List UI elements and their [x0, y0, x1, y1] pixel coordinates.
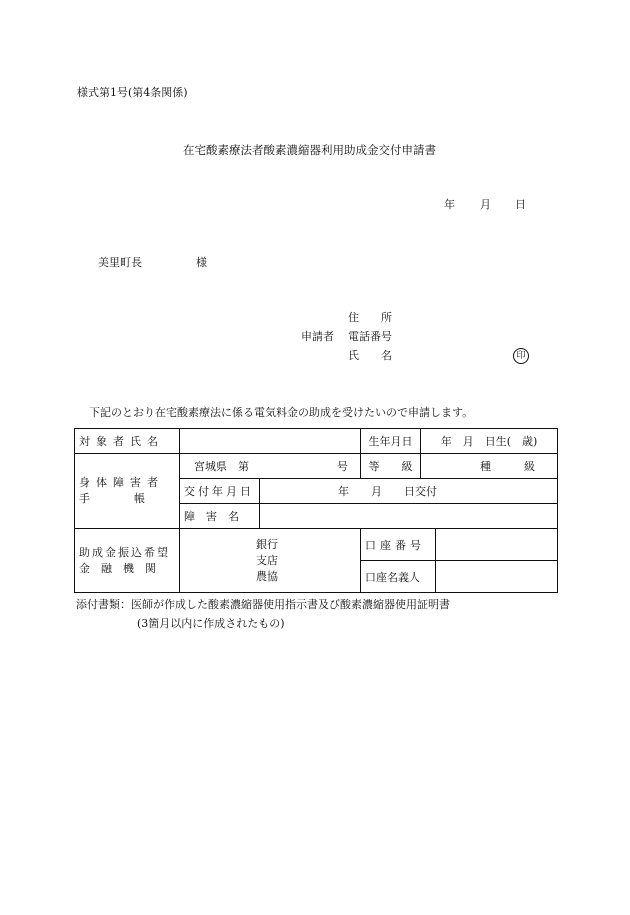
- account-number-label: 口座番号: [361, 529, 436, 561]
- bank-type-agri: 農協: [256, 569, 278, 583]
- grade-field[interactable]: [421, 454, 558, 479]
- grade-label: 等 級: [361, 454, 421, 479]
- handbook-label-line2: 手 帳: [79, 492, 145, 505]
- subject-name-label: 対象者氏名: [75, 429, 180, 454]
- account-holder-label: 口座名義人: [361, 561, 436, 593]
- handbook-label: [75, 454, 180, 529]
- address-label: 住 所: [348, 311, 392, 324]
- row-handbook-number: [75, 454, 558, 479]
- statement-text: 下記のとおり在宅酸素療法に係る電気料金の助成を受けたいので申請します。: [89, 406, 474, 419]
- handbook-label-line1: 身体障害者: [79, 476, 164, 489]
- issue-date-field[interactable]: 年 月 日交付: [260, 479, 558, 504]
- bank-type-bank: 銀行: [256, 537, 278, 551]
- applicant-label: 申請者: [301, 330, 334, 343]
- bank-label-line1: 助成金振込希望: [79, 545, 170, 559]
- bank-field[interactable]: [180, 529, 361, 593]
- document-title: 在宅酸素療法者酸素濃縮器利用助成金交付申請書: [183, 143, 436, 157]
- row-subject-name: [75, 429, 558, 454]
- seal-mark-icon: 印: [513, 348, 529, 364]
- row-account-number: [75, 529, 558, 561]
- bank-label: [75, 529, 180, 593]
- bank-type-branch: 支店: [256, 553, 278, 567]
- date-month: 月: [480, 198, 491, 211]
- date-day: 日: [515, 198, 526, 211]
- handbook-number-field[interactable]: [180, 454, 361, 479]
- name-label: 氏 名: [348, 349, 392, 362]
- addressee-name: 美里町長: [98, 256, 142, 269]
- application-form-table: [74, 428, 558, 593]
- pref-number-prefix: 宮城県 第: [194, 460, 249, 473]
- birthdate-label: 生年月日: [361, 429, 421, 454]
- issue-date-label: 交付年月日: [180, 479, 260, 504]
- type-label: 種 級: [480, 460, 535, 473]
- disability-label: 障 害 名: [180, 504, 260, 529]
- disability-field[interactable]: [260, 504, 558, 529]
- addressee-honorific: 様: [196, 256, 207, 269]
- attachments-line2: (3箇月以内に作成されたもの): [137, 617, 285, 630]
- phone-label: 電話番号: [348, 330, 392, 343]
- subject-name-field[interactable]: [180, 429, 361, 454]
- bank-label-line2: 金 融 機 関: [79, 561, 156, 575]
- birthdate-field[interactable]: 年 月 日生( 歳): [421, 429, 558, 454]
- account-holder-field[interactable]: [436, 561, 558, 593]
- account-number-field[interactable]: [436, 529, 558, 561]
- attachments-line1: 添付書類：医師が作成した酸素濃縮器使用指示書及び酸素濃縮器使用証明書: [76, 598, 450, 611]
- form-number: 様式第1号(第4条関係): [77, 86, 188, 99]
- pref-number-suffix: 号: [337, 460, 348, 473]
- date-year: 年: [444, 198, 455, 211]
